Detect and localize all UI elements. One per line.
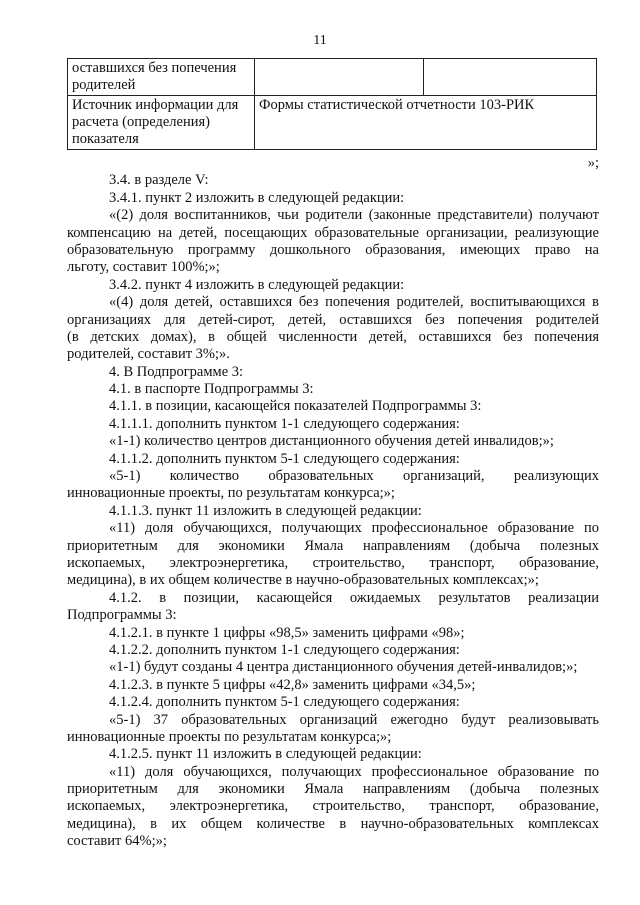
- table-cell-label: оставшихся без попечения родителей: [68, 59, 255, 96]
- paragraph-line: приоритетным для экономики Ямала направлениям (добыча полезных: [67, 781, 599, 798]
- paragraph-line: «5-1) 37 образовательных организаций ежегодно будут реализовывать: [109, 711, 599, 728]
- table-cell-empty: [255, 59, 424, 96]
- paragraph-line: 4.1.2.2. дополнить пунктом 1-1 следующего содержания:: [109, 641, 460, 658]
- paragraph-line: приоритетным для экономики Ямала направлениям (добыча полезных: [67, 537, 599, 554]
- paragraph-line: медицина), в их общем количестве в научно-образовательных комплексах: [67, 815, 599, 832]
- table-row: [68, 59, 597, 96]
- table-row: [68, 96, 597, 150]
- section-heading: 4. В Подпрограмме 3:: [109, 363, 244, 380]
- paragraph-line: ископаемых, электроэнергетика, строительство, транспорт, образование,: [67, 554, 599, 571]
- table-cell-value: Формы статистической отчетности 103-РИК: [255, 96, 597, 150]
- table-cell-label: Источник информации для расчета (определения) показателя: [68, 96, 255, 150]
- paragraph-line: компенсацию на детей, посещающих образовательные организации, реализующие: [67, 224, 599, 241]
- paragraph-line: образовательную программу дошкольного образования, имеющих право на: [67, 241, 599, 258]
- table-cell-empty: [424, 59, 597, 96]
- paragraph-line: родителей, составит 3%;».: [67, 346, 230, 363]
- paragraph-line: 3.4.1. пункт 2 изложить в следующей редакции:: [109, 189, 405, 206]
- indicator-table: [67, 58, 597, 150]
- paragraph-line: «11) доля обучающихся, получающих профессиональное образование по: [109, 520, 599, 537]
- closing-quote: »;: [587, 155, 599, 171]
- paragraph-line: 4.1. в паспорте Подпрограммы 3:: [109, 381, 314, 398]
- paragraph-line: «5-1) количество образовательных организаций, реализующих: [109, 468, 599, 485]
- paragraph-line: «11) доля обучающихся, получающих профессиональное образование по: [109, 763, 599, 780]
- paragraph-line: 4.1.2.3. в пункте 5 цифры «42,8» заменить цифрами «34,5»;: [109, 676, 476, 693]
- paragraph-line: «(4) доля детей, оставшихся без попечения родителей, воспитывающихся в: [109, 294, 599, 311]
- paragraph-line: 4.1.2.1. в пункте 1 цифры «98,5» заменить цифрами «98»;: [109, 624, 465, 641]
- paragraph-line: 4.1.1.3. пункт 11 изложить в следующей редакции:: [109, 502, 422, 519]
- page-number: 11: [313, 33, 327, 48]
- paragraph-line: «(2) доля воспитанников, чьи родители (законные представители) получают: [109, 207, 599, 224]
- paragraph-line: 3.4. в разделе V:: [109, 172, 209, 189]
- paragraph-line: ископаемых, электроэнергетика, строительство, транспорт, образование,: [67, 798, 599, 815]
- paragraph-line: 3.4.2. пункт 4 изложить в следующей редакции:: [109, 276, 405, 293]
- paragraph-line: льготу, составит 100%;»;: [67, 259, 220, 276]
- document-body: [67, 155, 599, 851]
- paragraph-line: составит 64%;»;: [67, 833, 167, 850]
- paragraph-line: организациях для детей-сирот, детей, оставшихся без попечения родителей: [67, 311, 599, 328]
- paragraph-line: 4.1.1.2. дополнить пунктом 5-1 следующего содержания:: [109, 450, 460, 467]
- paragraph-line: 4.1.2.4. дополнить пунктом 5-1 следующего содержания:: [109, 694, 460, 711]
- paragraph-line: «1-1) количество центров дистанционного обучения детей инвалидов;»;: [109, 433, 554, 450]
- paragraph-line: инновационные проекты по результатам конкурса;»;: [67, 728, 392, 745]
- paragraph-line: 4.1.1.1. дополнить пунктом 1-1 следующего содержания:: [109, 415, 460, 432]
- paragraph-line: инновационные проекты, по результатам конкурса;»;: [67, 485, 395, 502]
- paragraph-line: 4.1.2.5. пункт 11 изложить в следующей редакции:: [109, 746, 422, 763]
- paragraph-line: 4.1.1. в позиции, касающейся показателей Подпрограммы 3:: [109, 398, 482, 415]
- paragraph-line: (в детских домах), в общей численности детей, оставшихся без попечения: [67, 328, 599, 345]
- paragraph-line: «1-1) будут созданы 4 центра дистанционного обучения детей-инвалидов;»;: [109, 659, 578, 676]
- paragraph-line: 4.1.2. в позиции, касающейся ожидаемых результатов реализации: [109, 589, 599, 606]
- paragraph-line: медицина), в их общем количестве в научно-образовательных комплексах;»;: [67, 572, 539, 589]
- paragraph-line: Подпрограммы 3:: [67, 607, 177, 624]
